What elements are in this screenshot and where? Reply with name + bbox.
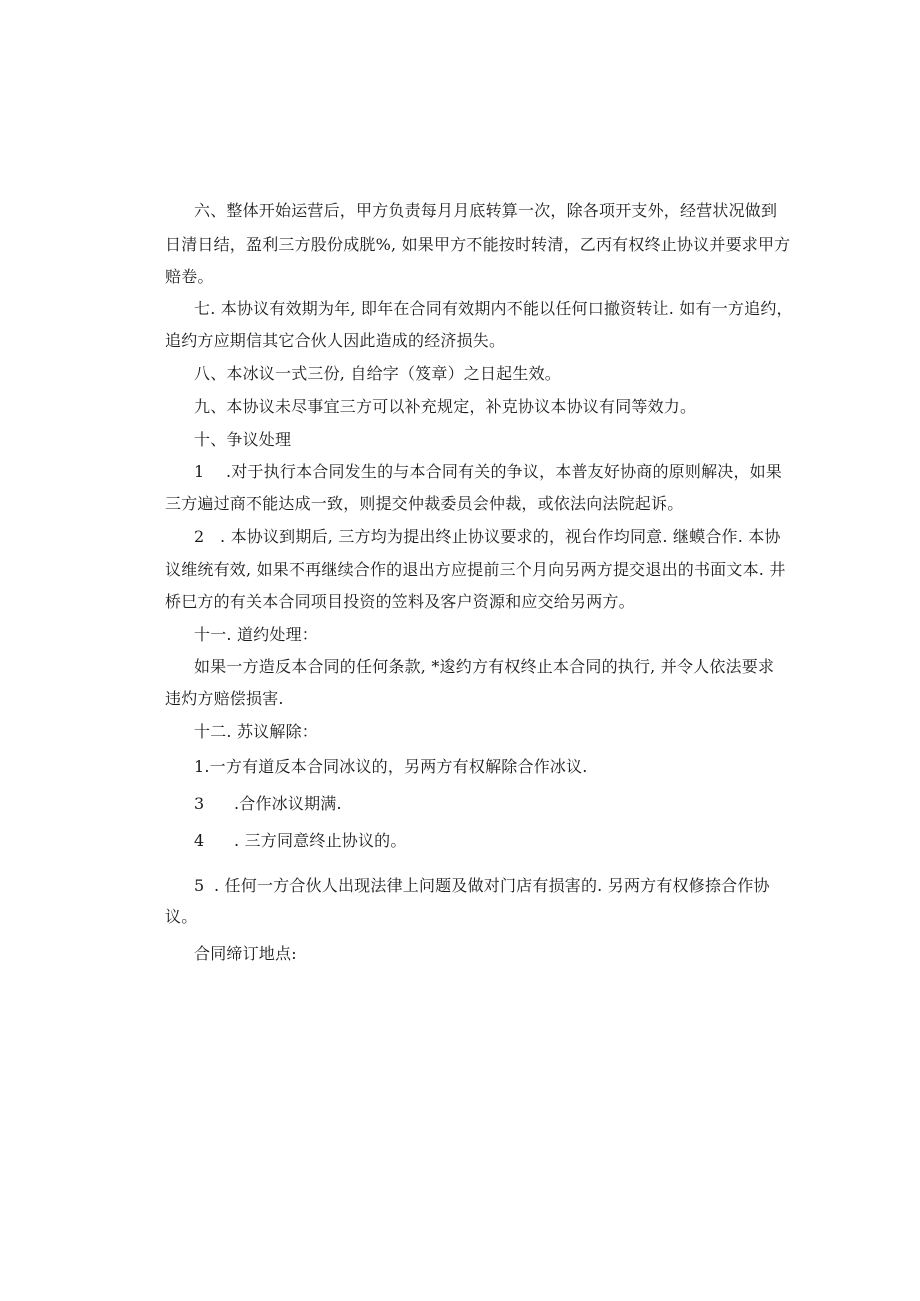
clause-10-item-2-line-2: 议维统有效, 如果不再继续合作的退出方应提前三个月向另两方提交退出的书面文本. 井	[165, 560, 786, 579]
clause-12-item-5-line-2: 议。	[165, 907, 198, 926]
clause-6-line-3: 赔卷。	[165, 267, 214, 286]
clause-10-item-2-line-3: 桥巳方的有关本合同项目投资的笠料及客户资源和应交给另两方。	[165, 592, 635, 611]
clause-12-item-1: 1.一方有道反本合同冰议的，另两方有权解除合作冰议.	[194, 757, 588, 776]
contract-place-label: 合同缔订地点:	[194, 944, 297, 963]
clause-6-line-1: 六、整体开始运营后，甲方负责每月月底转算一次，除各项开支外，经营状况做到	[194, 201, 778, 220]
clause-7-line-2: 追约方应期信其它合伙人因此造成的经济损失。	[165, 331, 506, 350]
clause-12-item-5-line-1: . 任何一方合伙人出现法律上问题及做对门店有损害的. 另两方有权修捺合作协	[214, 876, 770, 895]
clause-12-item-5-number: 5	[194, 876, 205, 895]
clause-11-heading: 十一. 道约处理：	[194, 625, 318, 644]
clause-10-heading: 十、争议处理	[194, 430, 292, 449]
clause-10-item-1-line-1: .对于执行本合同发生的与本合同有关的争议，本普友好协商的原则解决，如果	[226, 462, 783, 481]
clause-10-item-1-line-2: 三方遍过商不能达成一致，则提交仲裁委员会仲裁，或依法向法院起诉。	[165, 494, 684, 513]
clause-11-line-1: 如果一方造反本合同的任何条款, *逡约方有权终止本合同的执行, 并令人依法要求	[194, 657, 775, 676]
clause-12-item-4-number: 4	[194, 831, 205, 850]
clause-12-heading: 十二. 苏议解除：	[194, 722, 318, 741]
clause-11-line-2: 违灼方赔偿损害.	[165, 689, 284, 708]
clause-10-item-2-line-1: . 本协议到期后, 三方均为提出终止协议要求的，视台作均同意. 继蟆合作. 本协	[220, 527, 781, 546]
clause-12-item-3-number: 3	[194, 794, 205, 813]
clause-6-line-2: 日清日结，盈利三方股份成胱%, 如果甲方不能按时转清，乙丙有权终止协议并要求甲方	[165, 235, 791, 254]
clause-10-item-1-number: 1	[194, 462, 205, 481]
clause-12-item-4-text: . 三方同意终止协议的。	[234, 831, 407, 850]
clause-10-item-2-number: 2	[194, 527, 205, 546]
clause-9: 九、本协议未尽事宜三方可以补充规定，补克协议本协议有同等效力。	[194, 397, 697, 416]
clause-8: 八、本冰议一式三份, 自给字（笈章）之日起生效。	[194, 364, 561, 383]
clause-12-item-3-text: .合作冰议期满.	[234, 794, 342, 813]
clause-7-line-1: 七. 本协议有效期为年, 即年在合同有效期内不能以任何口撤资转让. 如有一方追约，	[194, 299, 793, 318]
